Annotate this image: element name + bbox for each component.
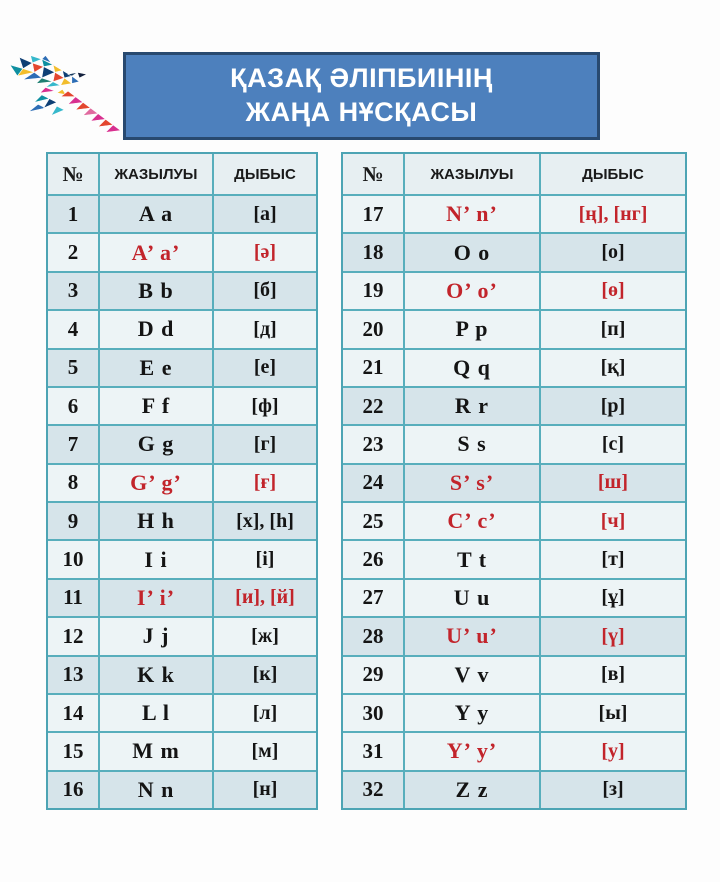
table-row [48, 463, 316, 501]
letter-cell: K k [98, 657, 212, 693]
letter-cell: J j [98, 618, 212, 654]
table-row [48, 539, 316, 577]
letter-cell: A’ a’ [98, 234, 212, 270]
table-row [343, 731, 685, 769]
letter-cell: Q q [403, 350, 539, 386]
column-header-number: № [62, 161, 84, 186]
row-number-cell: 7 [67, 431, 79, 456]
row-number-cell: 14 [62, 700, 84, 725]
letter-cell: V v [403, 657, 539, 693]
letter-cell: P p [403, 311, 539, 347]
table-row [343, 463, 685, 501]
row-number-cell: 32 [362, 777, 384, 802]
sound-cell: [а] [212, 196, 316, 232]
sound-cell: [ұ] [539, 580, 685, 616]
row-number-cell: 2 [67, 240, 79, 265]
row-number-cell: 1 [67, 201, 79, 226]
letter-cell: S s [403, 426, 539, 462]
table-header-row [343, 154, 685, 194]
alphabet-table-right [341, 152, 687, 810]
table-row [48, 616, 316, 654]
row-number-cell: 26 [362, 547, 384, 572]
table-row [48, 693, 316, 731]
title-line2: ЖАҢА НҰСҚАСЫ [245, 97, 478, 127]
table-row [343, 539, 685, 577]
sound-cell: [г] [212, 426, 316, 462]
sound-cell: [қ] [539, 350, 685, 386]
letter-cell: H h [98, 503, 212, 539]
row-number-cell: 20 [362, 316, 384, 341]
table-row [343, 309, 685, 347]
table-row [48, 232, 316, 270]
table-row [48, 271, 316, 309]
table-row [48, 194, 316, 232]
row-number-cell: 24 [362, 470, 384, 495]
table-row [48, 348, 316, 386]
sound-cell: [з] [539, 772, 685, 808]
letter-cell: R r [403, 388, 539, 424]
row-number-cell: 19 [362, 278, 384, 303]
row-number-cell: 17 [362, 201, 384, 226]
row-number-cell: 18 [362, 240, 384, 265]
sound-cell: [і] [212, 541, 316, 577]
sound-cell: [ч] [539, 503, 685, 539]
sound-cell: [ф] [212, 388, 316, 424]
title-line1: ҚАЗАҚ ӘЛІПБИІНІҢ [230, 63, 493, 94]
letter-cell: L l [98, 695, 212, 731]
sound-cell: [д] [212, 311, 316, 347]
letter-cell: A a [98, 196, 212, 232]
sound-cell: [б] [212, 273, 316, 309]
letter-cell: B b [98, 273, 212, 309]
sound-cell: [ң], [нг] [539, 196, 685, 232]
sound-cell: [ә] [212, 234, 316, 270]
letter-cell: U’ u’ [403, 618, 539, 654]
sound-cell: [ш] [539, 465, 685, 501]
sound-cell: [ғ] [212, 465, 316, 501]
table-header-row [48, 154, 316, 194]
letter-cell: M m [98, 733, 212, 769]
row-number-cell: 22 [362, 393, 384, 418]
row-number-cell: 6 [67, 393, 79, 418]
letter-cell: I’ i’ [98, 580, 212, 616]
row-number-cell: 31 [362, 738, 384, 763]
row-number-cell: 25 [362, 508, 384, 533]
table-row [343, 655, 685, 693]
table-row [343, 578, 685, 616]
row-number-cell: 3 [67, 278, 79, 303]
table-row [48, 770, 316, 808]
table-row [343, 386, 685, 424]
letter-cell: O o [403, 234, 539, 270]
column-header-writing: ЖАЗЫЛУЫ [403, 154, 539, 194]
sound-cell: [п] [539, 311, 685, 347]
sound-cell: [ы] [539, 695, 685, 731]
row-number-cell: 4 [67, 316, 79, 341]
letter-cell: C’ c’ [403, 503, 539, 539]
sound-cell: [н] [212, 772, 316, 808]
table-row [48, 578, 316, 616]
sound-cell: [у] [539, 733, 685, 769]
letter-cell: T t [403, 541, 539, 577]
table-row [343, 194, 685, 232]
row-number-cell: 5 [67, 355, 79, 380]
sound-cell: [м] [212, 733, 316, 769]
column-header-sound: ДЫБЫС [539, 154, 685, 194]
column-header-writing: ЖАЗЫЛУЫ [98, 154, 212, 194]
letter-cell: O’ o’ [403, 273, 539, 309]
row-number-cell: 28 [362, 623, 384, 648]
row-number-cell: 16 [62, 777, 84, 802]
rukhani-zhangyru-bird-logo [8, 55, 130, 145]
column-header-sound: ДЫБЫС [212, 154, 316, 194]
column-header-number: № [362, 161, 384, 186]
row-number-cell: 29 [362, 662, 384, 687]
sound-cell: [о] [539, 234, 685, 270]
letter-cell: Z z [403, 772, 539, 808]
row-number-cell: 12 [62, 623, 84, 648]
letter-cell: D d [98, 311, 212, 347]
sound-cell: [р] [539, 388, 685, 424]
table-row [343, 693, 685, 731]
letter-cell: F f [98, 388, 212, 424]
table-row [343, 348, 685, 386]
sound-cell: [х], [h] [212, 503, 316, 539]
sound-cell: [л] [212, 695, 316, 731]
table-row [48, 424, 316, 462]
letter-cell: S’ s’ [403, 465, 539, 501]
table-row [48, 386, 316, 424]
row-number-cell: 10 [62, 547, 84, 572]
table-row [48, 731, 316, 769]
row-number-cell: 13 [62, 662, 84, 687]
table-row [343, 501, 685, 539]
sound-cell: [к] [212, 657, 316, 693]
row-number-cell: 21 [362, 355, 384, 380]
row-number-cell: 27 [362, 585, 384, 610]
table-row [48, 309, 316, 347]
sound-cell: [т] [539, 541, 685, 577]
alphabet-table-left [46, 152, 318, 810]
letter-cell: G’ g’ [98, 465, 212, 501]
title-banner [123, 52, 600, 140]
letter-cell: N’ n’ [403, 196, 539, 232]
letter-cell: E e [98, 350, 212, 386]
table-row [343, 232, 685, 270]
letter-cell: Y y [403, 695, 539, 731]
table-row [48, 501, 316, 539]
row-number-cell: 23 [362, 431, 384, 456]
sound-cell: [с] [539, 426, 685, 462]
row-number-cell: 9 [67, 508, 79, 533]
sound-cell: [в] [539, 657, 685, 693]
letter-cell: G g [98, 426, 212, 462]
sound-cell: [ж] [212, 618, 316, 654]
sound-cell: [е] [212, 350, 316, 386]
row-number-cell: 11 [63, 585, 83, 610]
table-row [343, 616, 685, 654]
letter-cell: Y’ y’ [403, 733, 539, 769]
table-row [48, 655, 316, 693]
row-number-cell: 15 [62, 738, 84, 763]
letter-cell: U u [403, 580, 539, 616]
letter-cell: N n [98, 772, 212, 808]
row-number-cell: 30 [362, 700, 384, 725]
table-row [343, 770, 685, 808]
sound-cell: [ү] [539, 618, 685, 654]
row-number-cell: 8 [67, 470, 79, 495]
table-row [343, 271, 685, 309]
letter-cell: I i [98, 541, 212, 577]
sound-cell: [ө] [539, 273, 685, 309]
table-row [343, 424, 685, 462]
sound-cell: [и], [й] [212, 580, 316, 616]
